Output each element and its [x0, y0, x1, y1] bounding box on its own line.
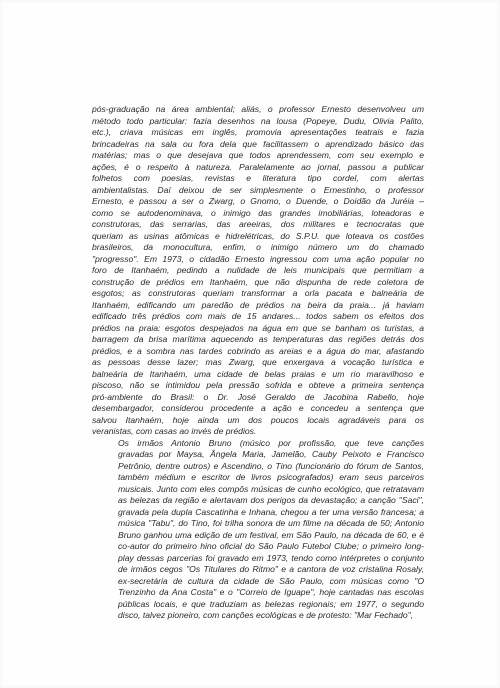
text-line: balneária de Itanhaém, uma cidade de belas praias e um rio maravilhoso e	[92, 368, 424, 379]
text-line: prédios, e a sombra nas tardes cobrindo as areias e a água do mar, afastando	[92, 345, 424, 356]
text-line: método todo particular: fazia desenhos na lousa (Popeye, Dudu, Olivia Palito,	[92, 115, 424, 126]
text-line: folhetos com poesias, revistas e literatura tipo cordel, com alertas	[92, 173, 424, 183]
text-line: etc.), criava músicas em inglês, promovia apresentações teatrais e fazia	[92, 127, 424, 137]
body-text	[92, 104, 424, 622]
text-line: as pessoas desse lazer; mas Zwarg, que enxergava a vocação turística e	[92, 357, 424, 367]
text-line: musicais. Junto com eles compôs músicas de cunho ecológico, que retratavam	[118, 483, 424, 494]
text-line: co-autor do primeiro hino oficial do São Paulo Futebol Clube; o primeiro long-	[118, 541, 424, 551]
text-line: barragem da brisa marítima aquecendo as temperaturas das regiões detrás dos	[92, 334, 424, 344]
text-line: desembargador, considerou procedente a ação e concedeu a sentença que	[92, 403, 424, 413]
text-line: gravadas por Maysa, Ângela Maria, Jamelão, Cauby Peixoto e Francisco	[118, 449, 424, 459]
text-line: play dessas parcerias foi gravado em 1973, tendo como intérpretes o conjunto	[118, 552, 424, 563]
text-line: Petrônio, dentre outros) e Ascendino, o Tino (funcionário do fórum de Santos,	[118, 460, 424, 471]
text-line: foro de Itanhaém, pedindo a nulidade de leis municipais que permitiam a	[92, 265, 424, 275]
text-line: ex-secretária de cultura da cidade de São Paulo, com músicas como "O	[118, 575, 424, 586]
text-line: esgotos; as construtoras queriam transformar a orla pacata e balneária de	[92, 288, 424, 298]
text-line: Itanhaém, edificando um paredão de prédios na beira da praia... já haviam	[92, 299, 424, 310]
text-line: de irmãos cegos "Os Titulares do Ritmo" e a cantora de voz cristalina Rosaly,	[118, 564, 424, 574]
text-line: construção de prédios em Itanhaém, que não dispunha de rede coletora de	[92, 276, 424, 287]
text-line: ambientalistas. Daí deixou de ser simplesmente o Ernestinho, o professor	[92, 184, 424, 195]
text-line: Bruno ganhou uma edição de um festival, em São Paulo, na década de 60, e é	[118, 529, 424, 540]
text-line: Trenzinho da Ana Costa" e o "Correio de Iguape", hoje cantadas nas escolas	[118, 587, 424, 597]
text-line: pró-ambiente do Brasil: o Dr. José Geraldo de Jacobina Rabello, hoje	[92, 391, 424, 402]
text-line: matérias; mas o que desejava que todos aprendessem, com seu exemplo e	[92, 150, 424, 160]
paragraph	[92, 438, 424, 622]
text-line: salvou Itanhaém, hoje ainda um dos poucos locais agradáveis para os	[92, 414, 424, 425]
text-line: música "Tabu", do Tino, foi trilha sonora de um filme na década de 50; Antonio	[118, 518, 424, 528]
text-line: prédios na praia: esgotos despejados na água em que se banham os turistas, a	[92, 322, 424, 333]
text-line: veranistas, com casas ao invés de prédios.	[92, 426, 257, 436]
text-line: brasileiros, da monocultura, enfim, o inimigo número um do chamado	[92, 242, 424, 252]
text-line: públicas locais, e que traduziam as belezas regionais; em 1977, o segundo	[118, 598, 424, 609]
text-line: piscoso, não se intimidou pela pressão sofrida e obteve a primeira sentença	[92, 380, 424, 390]
text-line: construtoras, das serrarias, das areeiras, dos militares e tecnocratas que	[92, 219, 424, 229]
text-line: edificado três prédios com mais de 15 andares... todos sabem os efeitos dos	[92, 311, 424, 321]
text-line: gravada pela dupla Cascatinha e Inhana, chegou a ter uma versão francesa; a	[118, 506, 424, 517]
text-line: Os irmãos Antonio Bruno (músico por profissão, que teve canções	[118, 437, 424, 448]
text-line: as belezas da região e alertavam dos perigos da devastação; a canção "Saci",	[118, 495, 424, 505]
text-line: disco, talvez pioneiro, com canções ecológicas e de protesto: "Mar Fechado",	[118, 610, 414, 620]
text-line: queriam as usinas atômicas e hidrelétricas, do S.P.U. que loteava os costões	[92, 230, 424, 241]
text-line: brincadeiras na sala ou fora dela que facilitassem o aprendizado básico das	[92, 138, 424, 149]
text-line: Ernesto, e passou a ser o Zwarg, o Gnomo, o Duende, o Doidão da Juréia –	[92, 196, 424, 206]
text-line: "progresso". Em 1973, o cidadão Ernesto ingressou com uma ação popular no	[92, 253, 424, 264]
paragraph	[92, 104, 424, 438]
text-line: como se autodenominava, o inimigo das grandes imobiliárias, loteadoras e	[92, 207, 424, 218]
text-line: também médium e escritor de livros psicografados) eram seus parceiros	[118, 472, 424, 482]
text-line: pós-graduação na área ambiental; aliás, o professor Ernesto desenvolveu um	[92, 104, 424, 114]
text-line: ações, é o respeito à natureza. Paralelamente ao jornal, passou a publicar	[92, 161, 424, 172]
